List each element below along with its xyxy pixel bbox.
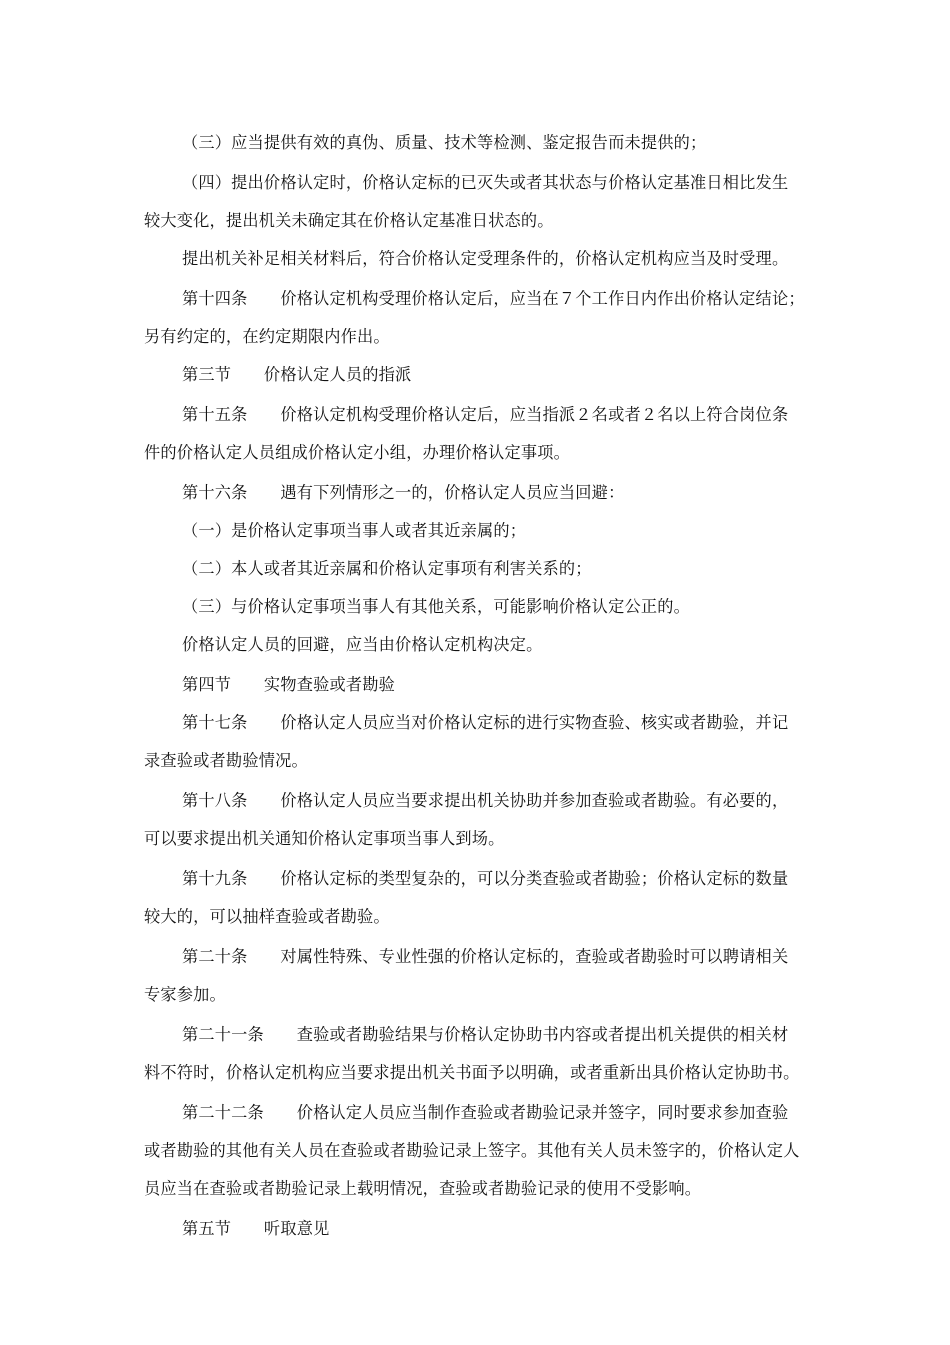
article-heading-22: 第二十二条 价格认定人员应当制作查验或者勘验记录并签字，同时要求参加查验 — [182, 1103, 789, 1122]
list-item: （二）本人或者其近亲属和价格认定事项有利害关系的； — [182, 559, 592, 578]
paragraph-line: 录查验或者勘验情况。 — [144, 751, 308, 770]
article-heading-15: 第十五条 价格认定机构受理价格认定后，应当指派２名或者２名以上符合岗位条 — [182, 405, 789, 424]
article-heading-21: 第二十一条 查验或者勘验结果与价格认定协助书内容或者提出机关提供的相关材 — [182, 1025, 789, 1044]
article-heading-20: 第二十条 对属性特殊、专业性强的价格认定标的，查验或者勘验时可以聘请相关 — [182, 947, 789, 966]
article-heading-16: 第十六条 遇有下列情形之一的，价格认定人员应当回避： — [182, 483, 625, 502]
article-heading-14: 第十四条 价格认定机构受理价格认定后，应当在７个工作日内作出价格认定结论； — [182, 289, 805, 308]
list-item: （三）与价格认定事项当事人有其他关系，可能影响价格认定公正的。 — [182, 597, 691, 616]
paragraph-line: 件的价格认定人员组成价格认定小组，办理价格认定事项。 — [144, 443, 571, 462]
paragraph-line: 另有约定的，在约定期限内作出。 — [144, 327, 390, 346]
paragraph-line: 较大的，可以抽样查验或者勘验。 — [144, 907, 390, 926]
paragraph-line: 提出机关补足相关材料后，符合价格认定受理条件的，价格认定机构应当及时受理。 — [182, 249, 789, 268]
paragraph-line: （三）应当提供有效的真伪、质量、技术等检测、鉴定报告而未提供的； — [182, 133, 707, 152]
section-heading-4: 第四节 实物查验或者勘验 — [182, 675, 396, 694]
paragraph-line: 料不符时，价格认定机构应当要求提出机关书面予以明确，或者重新出具价格认定协助书。 — [144, 1063, 800, 1082]
article-heading-17: 第十七条 价格认定人员应当对价格认定标的进行实物查验、核实或者勘验，并记 — [182, 713, 789, 732]
paragraph-line: 较大变化，提出机关未确定其在价格认定基准日状态的。 — [144, 211, 554, 230]
paragraph-line: 价格认定人员的回避，应当由价格认定机构决定。 — [182, 635, 543, 654]
article-heading-19: 第十九条 价格认定标的类型复杂的，可以分类查验或者勘验；价格认定标的数量 — [182, 869, 789, 888]
paragraph-line: 或者勘验的其他有关人员在查验或者勘验记录上签字。其他有关人员未签字的，价格认定人 — [144, 1141, 800, 1160]
article-heading-18: 第十八条 价格认定人员应当要求提出机关协助并参加查验或者勘验。有必要的， — [182, 791, 789, 810]
section-heading-3: 第三节 价格认定人员的指派 — [182, 365, 412, 384]
paragraph-line: 员应当在查验或者勘验记录上载明情况，查验或者勘验记录的使用不受影响。 — [144, 1179, 702, 1198]
list-item: （一）是价格认定事项当事人或者其近亲属的； — [182, 521, 527, 540]
paragraph-line: 专家参加。 — [144, 985, 226, 1004]
paragraph-line: （四）提出价格认定时，价格认定标的已灭失或者其状态与价格认定基准日相比发生 — [182, 173, 789, 192]
section-heading-5: 第五节 听取意见 — [182, 1219, 330, 1238]
paragraph-line: 可以要求提出机关通知价格认定事项当事人到场。 — [144, 829, 505, 848]
